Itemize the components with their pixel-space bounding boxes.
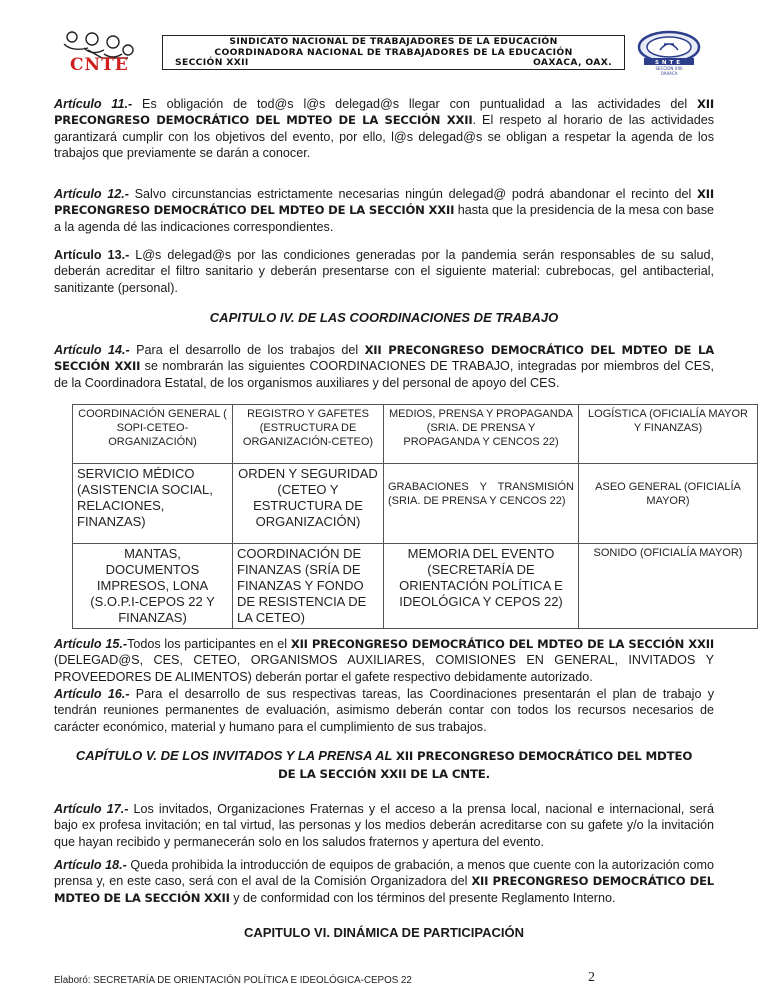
chapter-vi-title: CAPITULO VI. DINÁMICA DE PARTICIPACIÓN — [244, 925, 524, 940]
table-cell: COORDINACIÓN GENERAL ( SOPI-CETEO-ORGANIZACIÓN) — [73, 405, 233, 464]
svg-text:CNTE: CNTE — [70, 55, 129, 72]
svg-text:SNTE: SNTE — [654, 60, 684, 66]
article-14: Artículo 14.- Para el desarrollo de los trabajos del XII PRECONGRESO DEMOCRÁTICO DEL MDTEO DE LA SECCIÓN XXII se nombrarán las siguientes COORDINACIONES DE TRABAJO, integradas por miembros del CES, de la Coordinadora Estatal, de los organismos auxiliares y del personal de apoyo del CES. — [54, 343, 715, 390]
table-cell: SONIDO (OFICIALÍA MAYOR) — [579, 544, 758, 629]
letterhead-location: OAXACA, OAX. — [532, 57, 612, 69]
table-cell: ORDEN Y SEGURIDAD (CETEO Y ESTRUCTURA DE ORGANIZACIÓN) — [233, 464, 384, 544]
article-16: Artículo 16.- Para el desarrollo de sus respectivas tareas, las Coordinaciones presentarán el plan de trabajo y tendrán reuniones permanentes de evaluación, asimismo deberán contar con todos los recursos necesarios de carácter económico, material y humano para el cumplimiento de sus trabajos. — [54, 687, 714, 734]
cnte-logo — [58, 28, 158, 72]
article-13: Artículo 13.- L@s delegad@s por las condiciones generadas por la pandemia serán responsables de su salud, deberán acreditar el filtro sanitario y deberán presentarse con el siguiente material: cubrebocas, gel antibacterial, sanitizante (personal). — [54, 248, 714, 295]
coordinaciones-table — [72, 404, 758, 629]
article-label: Artículo 17.- — [54, 802, 129, 816]
table-row — [73, 405, 758, 464]
table-cell: REGISTRO Y GAFETES (ESTRUCTURA DE ORGANIZACIÓN-CETEO) — [233, 405, 384, 464]
cnte-logo-icon — [58, 28, 158, 72]
table-cell: COORDINACIÓN DE FINANZAS (SRÍA DE FINANZAS Y FONDO DE RESISTENCIA DE LA CETEO) — [233, 544, 384, 629]
article-label: Artículo 14.- — [54, 343, 130, 357]
table-cell: MANTAS, DOCUMENTOS IMPRESOS, LONA (S.O.P.I-CEPOS 22 Y FINANZAS) — [73, 544, 233, 629]
article-label: Artículo 15.- — [54, 637, 128, 651]
article-label: Artículo 13.- — [54, 248, 130, 262]
chapter-v-title: CAPÍTULO V. DE LOS INVITADOS Y LA PRENSA AL XII PRECONGRESO DEMOCRÁTICO DEL MDTEO DE LA SECCIÓN XXII DE LA CNTE. — [75, 748, 693, 781]
table-cell: MEDIOS, PRENSA Y PROPAGANDA (SRIA. DE PRENSA Y PROPAGANDA Y CENCOS 22) — [384, 405, 579, 464]
letterhead-box — [162, 35, 625, 70]
table-row — [73, 544, 758, 629]
article-label: Artículo 18.- — [54, 858, 127, 872]
article-label: Artículo 11.- — [54, 97, 133, 111]
svg-text:OAXACA: OAXACA — [660, 71, 678, 76]
article-15: Artículo 15.-Todos los participantes en el XII PRECONGRESO DEMOCRÁTICO DEL MDTEO DE LA SECCIÓN XXII (DELEGAD@S, CES, CETEO, ORGANISMOS AUXILIARES, COMISIONES EN GENERAL, INVITADOS Y PROVEEDORES DE ALIMENTOS) deberán portar el gafete respectivo debidamente autorizado. — [54, 637, 715, 684]
table-cell: LOGÍSTICA (OFICIALÍA MAYOR Y FINANZAS) — [579, 405, 758, 464]
chapter-iv-title: CAPITULO IV. DE LAS COORDINACIONES DE TRABAJO — [209, 310, 559, 325]
table-cell: ASEO GENERAL (OFICIALÍA MAYOR) — [579, 464, 758, 544]
letterhead-section: SECCIÓN XXII — [175, 57, 249, 69]
article-label: Artículo 12.- — [54, 187, 129, 201]
footer-elaboro: Elaboró: SECRETARÍA DE ORIENTACIÓN POLÍTICA E IDEOLÓGICA-CEPOS 22 — [54, 975, 412, 986]
page-number: 2 — [588, 970, 595, 985]
letterhead-line-2: COORDINADORA NACIONAL DE TRABAJADORES DE LA EDUCACIÓN — [214, 46, 573, 58]
table-cell: GRABACIONES Y TRANSMISIÓN (SRIA. DE PRENSA Y CENCOS 22) — [384, 464, 579, 544]
letterhead-line-1: SINDICATO NACIONAL DE TRABAJADORES DE LA EDUCACIÓN — [229, 36, 558, 47]
snte-seal-icon — [636, 30, 702, 76]
article-11: Artículo 11.- Es obligación de tod@s l@s delegad@s llegar con puntualidad a las actividades del XII PRECONGRESO DEMOCRÁTICO DEL MDTEO DE LA SECCIÓN XXII. El respeto al horario de las actividades garantizará cumplir con los objetivos del evento, por ello, l@s delegad@s se obligan a respetar la agenda de los trabajos que previamente se darán a conocer. — [54, 97, 714, 161]
svg-text:SECCION XXII: SECCION XXII — [655, 66, 683, 71]
article-18: Artículo 18.- Queda prohibida la introducción de equipos de grabación, a menos que cuente con la autorización como prensa y, en este caso, será con el aval de la Comisión Organizadora del XII PRECONGRESO DEMOCRÁTICO DEL MDTEO DE LA SECCIÓN XXII y de conformidad con los términos del presente Reglamento Interno. — [54, 858, 714, 905]
table-row — [73, 464, 758, 544]
table-cell: SERVICIO MÉDICO (ASISTENCIA SOCIAL, RELACIONES, FINANZAS) — [73, 464, 233, 544]
article-label: Artículo 16.- — [54, 687, 130, 701]
table-cell: MEMORIA DEL EVENTO (SECRETARÍA DE ORIENTACIÓN POLÍTICA E IDEOLÓGICA Y CEPOS 22) — [384, 544, 579, 629]
article-12: Artículo 12.- Salvo circunstancias estrictamente necesarias ningún delegad@ podrá abandonar el recinto del XII PRECONGRESO DEMOCRÁTICO DEL MDTEO DE LA SECCIÓN XXII hasta que la presidencia de la mesa con base a la agenda dé las indicaciones correspondientes. — [54, 187, 714, 234]
article-17: Artículo 17.- Los invitados, Organizaciones Fraternas y el acceso a la prensa local, nacional e internacional, será bajo ex profesa invitación; en tal virtud, las personas y los medios deberán acreditarse con su gafete y/o la invitación que hayan recibido y permanecerán solo en los saludos fraternos y apertura del evento. — [54, 802, 714, 849]
snte-seal-logo — [636, 30, 702, 76]
